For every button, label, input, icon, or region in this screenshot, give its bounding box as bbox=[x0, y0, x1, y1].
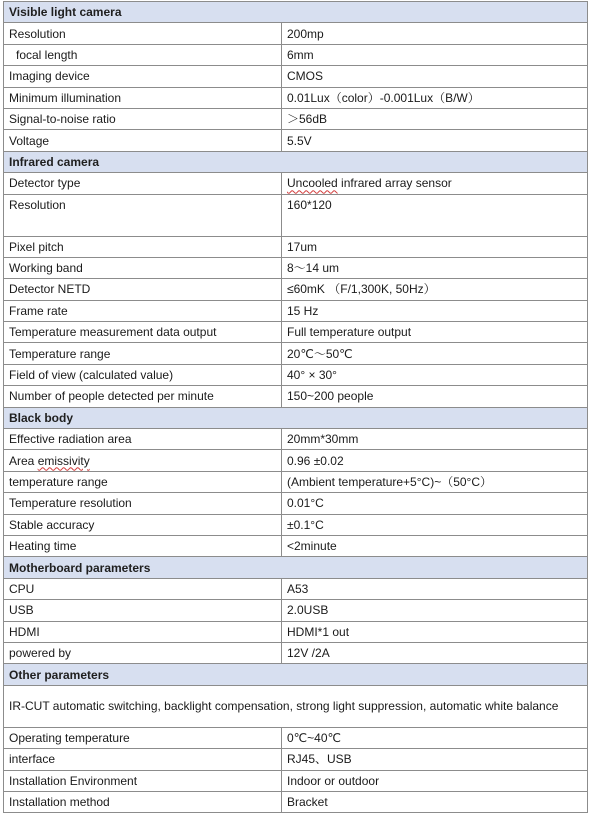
table-row bbox=[4, 343, 588, 364]
table-row bbox=[4, 514, 588, 535]
param-value: Full temperature output bbox=[282, 322, 588, 343]
table-row bbox=[4, 130, 588, 151]
table-row bbox=[4, 87, 588, 108]
table-row bbox=[4, 429, 588, 450]
table-row bbox=[4, 471, 588, 492]
table-row-features bbox=[4, 685, 588, 727]
section-title: Visible light camera bbox=[4, 2, 588, 23]
table-row bbox=[4, 194, 588, 236]
param-value: 8～14 um bbox=[282, 257, 588, 278]
param-label: USB bbox=[4, 600, 282, 621]
table-row bbox=[4, 44, 588, 65]
table-row bbox=[4, 364, 588, 385]
section-header-other bbox=[4, 664, 588, 685]
param-value: ＞56dB bbox=[282, 108, 588, 129]
param-label: Stable accuracy bbox=[4, 514, 282, 535]
param-label: Effective radiation area bbox=[4, 429, 282, 450]
table-row bbox=[4, 23, 588, 44]
table-row bbox=[4, 386, 588, 407]
section-title: Other parameters bbox=[4, 664, 588, 685]
param-label: Field of view (calculated value) bbox=[4, 364, 282, 385]
param-value: (Ambient temperature+5°C)~（50°C） bbox=[282, 471, 588, 492]
table-row bbox=[4, 770, 588, 791]
param-value: 15 Hz bbox=[282, 300, 588, 321]
param-value: 40° × 30° bbox=[282, 364, 588, 385]
param-value: 20mm*30mm bbox=[282, 429, 588, 450]
param-label: interface bbox=[4, 749, 282, 770]
param-label: Working band bbox=[4, 257, 282, 278]
param-value: ±0.1°C bbox=[282, 514, 588, 535]
spellcheck-word: Uncooled bbox=[287, 176, 338, 191]
param-label: Resolution bbox=[4, 23, 282, 44]
param-value: 0.01Lux（color）-0.001Lux（B/W） bbox=[282, 87, 588, 108]
table-row bbox=[4, 493, 588, 514]
table-row bbox=[4, 727, 588, 748]
param-value: 5.5V bbox=[282, 130, 588, 151]
table-row bbox=[4, 600, 588, 621]
param-label: temperature range bbox=[4, 471, 282, 492]
param-label bbox=[4, 450, 282, 471]
table-row bbox=[4, 300, 588, 321]
param-value: ≤60mK （F/1,300K, 50Hz） bbox=[282, 279, 588, 300]
param-value: 6mm bbox=[282, 44, 588, 65]
param-value: 0℃~40℃ bbox=[282, 727, 588, 748]
section-title: Motherboard parameters bbox=[4, 557, 588, 578]
param-label: Voltage bbox=[4, 130, 282, 151]
table-row bbox=[4, 236, 588, 257]
param-label: Temperature resolution bbox=[4, 493, 282, 514]
param-label: Minimum illumination bbox=[4, 87, 282, 108]
table-row bbox=[4, 257, 588, 278]
param-label: CPU bbox=[4, 578, 282, 599]
param-label: Installation Environment bbox=[4, 770, 282, 791]
param-label: Detector NETD bbox=[4, 279, 282, 300]
label-text: Area bbox=[9, 453, 38, 468]
param-value: 20℃～50℃ bbox=[282, 343, 588, 364]
table-row bbox=[4, 749, 588, 770]
table-row bbox=[4, 173, 588, 194]
param-label: Pixel pitch bbox=[4, 236, 282, 257]
table-row bbox=[4, 279, 588, 300]
param-label: Frame rate bbox=[4, 300, 282, 321]
param-label: Temperature measurement data output bbox=[4, 322, 282, 343]
param-value: CMOS bbox=[282, 66, 588, 87]
param-value: Indoor or outdoor bbox=[282, 770, 588, 791]
table-row bbox=[4, 66, 588, 87]
value-text: infrared array sensor bbox=[337, 176, 452, 191]
param-value: 0.96 ±0.02 bbox=[282, 450, 588, 471]
param-value: HDMI*1 out bbox=[282, 621, 588, 642]
param-label: Resolution bbox=[4, 194, 282, 236]
specification-table bbox=[3, 1, 588, 813]
table-row bbox=[4, 578, 588, 599]
section-title: Black body bbox=[4, 407, 588, 428]
param-label: powered by bbox=[4, 642, 282, 663]
param-label: Installation method bbox=[4, 791, 282, 812]
section-header-infrared bbox=[4, 151, 588, 172]
param-label: Number of people detected per minute bbox=[4, 386, 282, 407]
param-value: 200mp bbox=[282, 23, 588, 44]
param-value bbox=[282, 173, 588, 194]
table-row bbox=[4, 535, 588, 556]
param-label: HDMI bbox=[4, 621, 282, 642]
table-row bbox=[4, 621, 588, 642]
param-value: 160*120 bbox=[282, 194, 588, 236]
param-label: Detector type bbox=[4, 173, 282, 194]
param-value: 12V /2A bbox=[282, 642, 588, 663]
param-label: Imaging device bbox=[4, 66, 282, 87]
section-header-motherboard bbox=[4, 557, 588, 578]
table-row bbox=[4, 642, 588, 663]
param-label: Temperature range bbox=[4, 343, 282, 364]
param-label: Operating temperature bbox=[4, 727, 282, 748]
param-label: focal length bbox=[4, 44, 282, 65]
param-value: 17um bbox=[282, 236, 588, 257]
spellcheck-word: emissivity bbox=[37, 453, 90, 468]
table-row bbox=[4, 322, 588, 343]
param-value: <2minute bbox=[282, 535, 588, 556]
param-value: 2.0USB bbox=[282, 600, 588, 621]
section-header-visible bbox=[4, 2, 588, 23]
table-row bbox=[4, 108, 588, 129]
param-value: 0.01°C bbox=[282, 493, 588, 514]
table-row bbox=[4, 791, 588, 812]
param-value: Bracket bbox=[282, 791, 588, 812]
section-title: Infrared camera bbox=[4, 151, 588, 172]
feature-list: IR-CUT automatic switching, backlight compensation, strong light suppression, automatic white balance bbox=[4, 685, 588, 727]
param-label: Heating time bbox=[4, 535, 282, 556]
section-header-blackbody bbox=[4, 407, 588, 428]
param-value: A53 bbox=[282, 578, 588, 599]
table-row bbox=[4, 450, 588, 471]
param-label: Signal-to-noise ratio bbox=[4, 108, 282, 129]
param-value: 150~200 people bbox=[282, 386, 588, 407]
param-value: RJ45、USB bbox=[282, 749, 588, 770]
